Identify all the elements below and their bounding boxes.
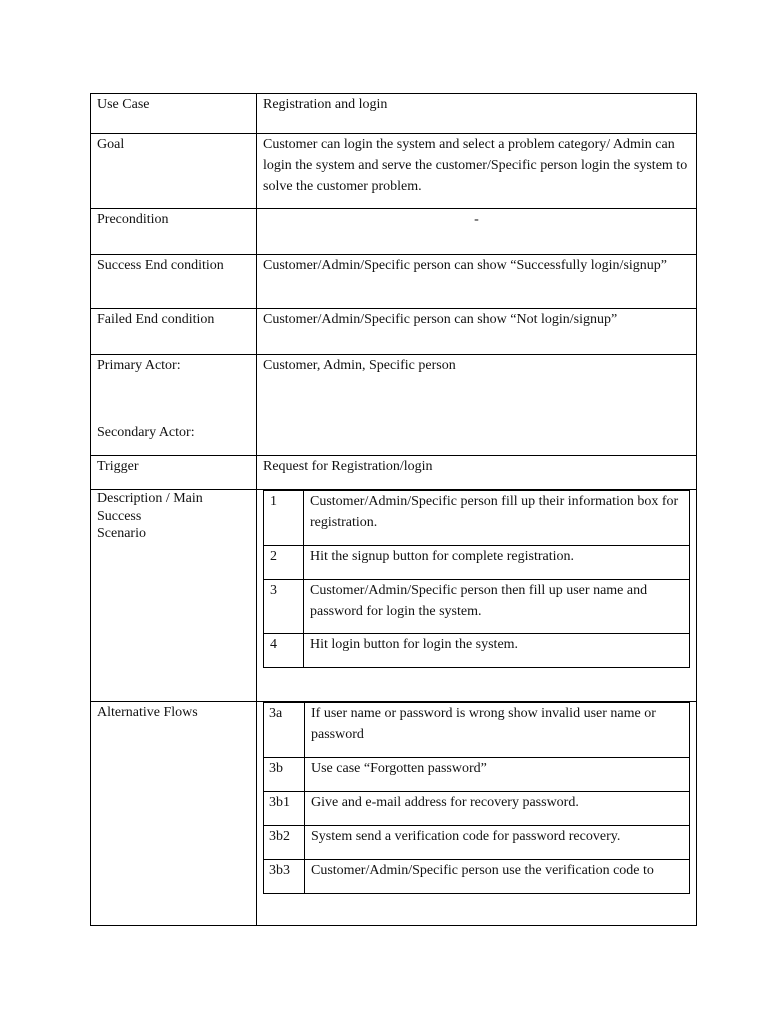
step-number: 2: [264, 546, 304, 580]
row-success-end: [91, 255, 697, 309]
alternative-flows-label-cell: [91, 702, 257, 926]
success-end-label: Success End condition: [97, 258, 224, 273]
trigger-value: Request for Registration/login: [263, 459, 433, 474]
row-alternative-flows: [91, 702, 697, 926]
row-use-case: [91, 94, 697, 134]
table-row: [264, 703, 690, 758]
description-label-line-3: Scenario: [97, 526, 146, 541]
table-row: [264, 792, 690, 826]
step-text: Customer/Admin/Specific person fill up their information box for registration.: [304, 491, 690, 546]
step-text: Customer/Admin/Specific person then fill up user name and password for login the system.: [304, 580, 690, 634]
row-goal: [91, 134, 697, 209]
step-text: Hit login button for login the system.: [304, 634, 690, 668]
row-description: [91, 490, 697, 702]
precondition-value: -: [474, 212, 479, 227]
success-end-value: Customer/Admin/Specific person can show “Successfully login/signup”: [263, 258, 667, 273]
failed-end-label: Failed End condition: [97, 312, 215, 327]
step-number: 3b1: [264, 792, 305, 826]
use-case-label-cell: [91, 94, 257, 134]
row-trigger: [91, 456, 697, 490]
primary-actor-value: Customer, Admin, Specific person: [263, 358, 456, 373]
precondition-label-cell: [91, 209, 257, 255]
use-case-value-cell: [257, 94, 697, 134]
step-number: 4: [264, 634, 304, 668]
use-case-table: [90, 93, 697, 926]
table-row: [264, 491, 690, 546]
table-row: [264, 634, 690, 668]
trigger-value-cell: [257, 456, 697, 490]
step-number: 3: [264, 580, 304, 634]
goal-value: Customer can login the system and select a problem category/ Admin can login the system and serve the customer/Specific person login the system to solve the customer problem.: [263, 137, 688, 194]
step-text: If user name or password is wrong show invalid user name or password: [305, 703, 690, 758]
step-number: 3b2: [264, 826, 305, 860]
step-text: Customer/Admin/Specific person use the verification code to: [305, 860, 690, 894]
trigger-label-cell: [91, 456, 257, 490]
primary-actor-label: Primary Actor:: [97, 358, 181, 373]
use-case-value: Registration and login: [263, 97, 388, 112]
failed-end-value: Customer/Admin/Specific person can show “Not login/signup”: [263, 312, 618, 327]
trigger-label: Trigger: [97, 459, 139, 474]
row-failed-end: [91, 309, 697, 355]
alternative-flows-steps-cell: [257, 702, 697, 926]
actors-label-cell: [91, 355, 257, 456]
step-number: 3a: [264, 703, 305, 758]
table-row: [264, 826, 690, 860]
failed-end-value-cell: [257, 309, 697, 355]
step-text: Hit the signup button for complete registration.: [304, 546, 690, 580]
row-precondition: [91, 209, 697, 255]
description-steps-cell: [257, 490, 697, 702]
description-label-line-2: Success: [97, 508, 142, 524]
step-text: Give and e-mail address for recovery password.: [305, 792, 690, 826]
secondary-actor-label: Secondary Actor:: [97, 425, 195, 440]
description-label-cell: [91, 490, 257, 702]
precondition-value-cell: [257, 209, 697, 255]
description-label-line-1: Description / Main: [97, 491, 203, 506]
success-end-value-cell: [257, 255, 697, 309]
table-row: [264, 546, 690, 580]
precondition-label: Precondition: [97, 212, 169, 227]
success-end-label-cell: [91, 255, 257, 309]
main-scenario-steps-table: [263, 490, 690, 668]
failed-end-label-cell: [91, 309, 257, 355]
step-number: 3b3: [264, 860, 305, 894]
actors-value-cell: [257, 355, 697, 456]
goal-label: Goal: [97, 137, 125, 152]
table-row: [264, 758, 690, 792]
step-text: System send a verification code for password recovery.: [305, 826, 690, 860]
goal-label-cell: [91, 134, 257, 209]
step-number: 1: [264, 491, 304, 546]
goal-value-cell: [257, 134, 697, 209]
table-row: [264, 580, 690, 634]
use-case-label: Use Case: [97, 97, 150, 112]
step-text: Use case “Forgotten password”: [305, 758, 690, 792]
table-row: [264, 860, 690, 894]
row-actors: [91, 355, 697, 456]
step-number: 3b: [264, 758, 305, 792]
alternative-flows-steps-table: [263, 702, 690, 894]
alternative-flows-label: Alternative Flows: [97, 705, 198, 720]
